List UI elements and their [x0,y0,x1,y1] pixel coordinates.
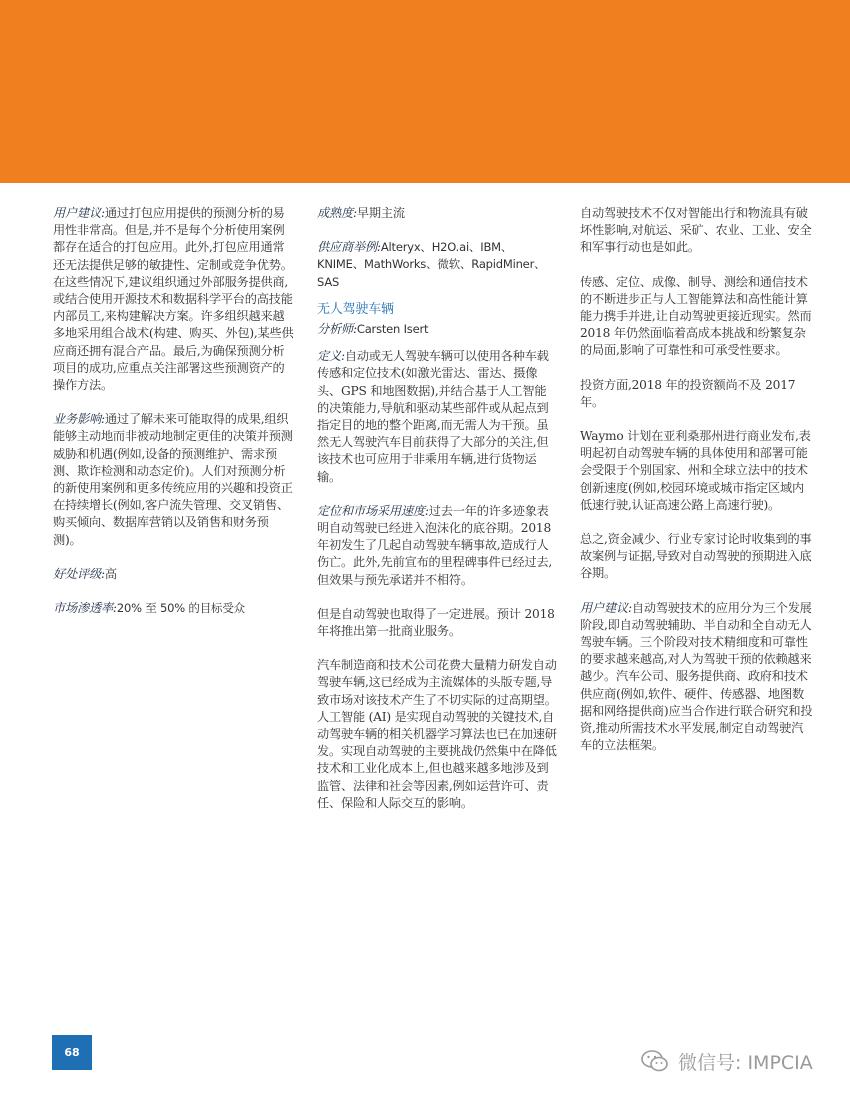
position-text: 过去一年的许多迹象表明自动驾驶已经进入泡沫化的底谷期。2018 年初发生了几起自动驾驶车辆事故,造成行人伤亡。此外,先前宣布的里程碑事件已经过去,但效果与预先承诺并不相符。 [317,503,553,587]
column-2 [317,205,557,829]
user-advice-label: 用户建议: [53,206,105,220]
benefit-rating-text: 高 [104,566,117,581]
market-penetration-label: 市场渗透率: [53,601,117,616]
user-advice-2-paragraph [580,600,815,755]
header-banner [0,0,850,183]
waymo-paragraph: Waymo 计划在亚利桑那州进行商业发布,表明起初自动驾驶车辆的具体使用和部署可能会受限于个别国家、州和全球立法中的技术创新速度(例如,校园环境或城市指定区域内低速行驶,认证高速公路上高速行驶)。 [580,429,811,512]
user-advice-paragraph [53,205,295,394]
maturity-paragraph [317,205,557,222]
investment-paragraph: 投资方面,2018 年的投资额尚不及 2017 年。 [580,377,796,409]
section-heading: 无人驾驶车辆 [317,301,394,317]
definition-text: 自动或无人驾驶车辆可以使用各种车载传感和定位技术(如激光雷达、雷达、摄像头、GPS 和地图数据),并结合基于人工智能的决策能力,导航和驱动某些部件或从起点到指定目的地的整个距离,而无需人为干预。虽然无人驾驶汽车目前获得了大部分的关注,但该技术也可应用于非乘用车辆,进行货物运输。 [317,349,549,484]
page-number: 68 [52,1035,92,1070]
business-impact-text: 通过了解未来可能取得的成果,组织能够主动地而非被动地制定更佳的决策并预测威胁和机遇(例如,设备的预测维护、需求预测、欺诈检测和动态定价)。人们对预测分析的新使用案例和更多传统应用的兴趣和投资正在持续增长(例如,客户流失管理、交叉销售、购买倾向、数据库营销以及销售和财务预测)。 [53,412,293,547]
progress-paragraph: 但是自动驾驶也取得了一定进展。预计 2018 年将推出第一批商业服务。 [317,606,555,639]
technology-progress-paragraph: 传感、定位、成像、制导、测绘和通信技术的不断进步正与人工智能算法和高性能计算能力携手并进,让自动驾驶更接近现实。然而 2018 年仍然面临着高成本挑战和纷繁复杂的局面,影响了可靠性和可承受性要求。 [580,274,812,358]
user-advice-2-text: 自动驾驶技术的应用分为三个发展阶段,即自动驾驶辅助、半自动和全自动无人驾驶车辆。三个阶段对技术精细度和可靠性的要求越来越高,对人为驾驶干预的依赖越来越少。汽车公司、服务提供商、政府和技术供应商(例如,软件、硬件、传感器、地图数据和网络提供商)应当合作进行联合研究和投资,推动所需技术水平发展,制定自动驾驶汽车的立法框架。 [580,600,813,753]
user-advice-text: 通过打包应用提供的预测分析的易用性非常高。但是,并不是每个分析使用案例都存在适合的打包应用。此外,打包应用通常还无法提供足够的敏捷性、定制或竞争优势。在这些情况下,建议组织通过外部服务提供商,或结合使用开源技术和数据科学平台的高技能内部员工,来构建解决方案。许多组织越来越多地采用组合战术(构建、购买、外包),某些供应商还拥有混合产品。最后,为确保预测分析项目的成功,应重点关注部署这些预测资产的操作方法。 [53,206,294,393]
position-label: 定位和市场采用速度: [317,503,429,518]
definition-label: 定义: [317,349,345,364]
analyst-text: Carsten Isert [356,322,429,337]
benefit-rating-label: 好处评级: [53,566,105,581]
wechat-watermark [640,1048,813,1074]
maturity-text: 早期主流 [356,206,405,220]
vendors-label: 供应商举例: [317,240,381,255]
market-penetration-paragraph [53,600,295,617]
analyst-paragraph [317,321,557,338]
disruption-paragraph: 自动驾驶技术不仅对智能出行和物流具有破坏性影响,对航运、采矿、农业、工业、安全和军事行动也是如此。 [580,206,812,255]
watermark-text: 微信号: IMPCIA [678,1051,813,1074]
market-penetration-text: 20% 至 50% 的目标受众 [116,601,245,616]
benefit-rating-paragraph [53,566,295,583]
column-3 [580,205,815,771]
analyst-label: 分析师: [317,322,357,337]
column-1 [53,205,295,634]
business-impact-paragraph [53,411,295,549]
user-advice-2-label: 用户建议: [580,600,632,615]
definition-paragraph [317,348,557,486]
maturity-label: 成熟度: [317,206,357,220]
wechat-icon [640,1048,670,1074]
summary-paragraph: 总之,资金减少、行业专家讨论时收集到的事故案例与证据,导致对自动驾驶的预期进入底谷期。 [580,532,812,581]
position-paragraph [317,503,557,589]
vendors-text: Alteryx、H2O.ai、IBM、KNIME、MathWorks、微软、RapidMiner、SAS [317,240,546,289]
business-impact-label: 业务影响: [53,412,105,427]
automakers-paragraph: 汽车制造商和技术公司花费大量精力研发自动驾驶车辆,这已经成为主流媒体的头版专题,导致市场对该技术产生了不切实际的过高期望。人工智能 (AI) 是实现自动驾驶的关键技术,自动驾驶车辆的相关机器学习算法也已在加速研发。实现自动驾驶的主要挑战仍然集中在降低技术和工业化成本上,但也越来越多地涉及到监管、法律和社会等因素,例如运营许可、责任、保险和人际交互的影响。 [317,658,557,810]
vendors-paragraph [317,239,557,291]
